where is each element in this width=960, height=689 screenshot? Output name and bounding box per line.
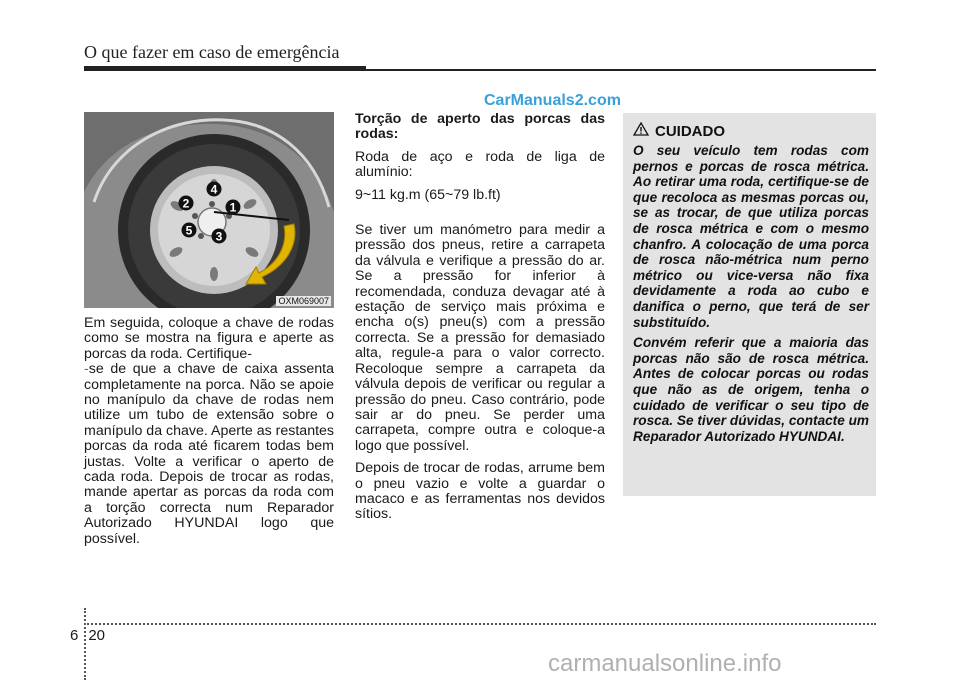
left-column-text xyxy=(84,316,334,554)
middle-column-text xyxy=(355,112,605,530)
tire-pressure-paragraph: Se tiver um manómetro para medir a pressão dos pneus, retire a carrapeta da válvula e verifique a pressão do ar. Se a pressão for inferior à recomendada, conduza devagar até à estação de serviço mais próxima e encha o(s) pneu(s) com a pressão correcta. Se a pressão for demasiado alta, regule-a para o valor correcto. Recoloque sempre a carrapeta da válvula depois de verificar ou regular a pressão do pneu. Caso contrário, pode sair ar do pneu. Se perder uma carrapeta, compre outra e coloque-a logo que possível. xyxy=(355,222,605,454)
caution-paragraph-nonmetric: Convém referir que a maioria das porcas não são de rosca métrica. Antes de colocar porcas ou rodas que não as de origem, tenha o cuidado de verificar o seu tipo de rosca. Se tiver dúvidas, contacte um Reparador Autorizado HYUNDAI. xyxy=(633,335,869,444)
nut-label-4 xyxy=(207,182,222,197)
wheel-figure xyxy=(84,112,334,308)
svg-text:1: 1 xyxy=(229,200,237,215)
footer-divider xyxy=(84,623,876,625)
svg-text:2: 2 xyxy=(182,196,190,211)
svg-text:3: 3 xyxy=(215,229,223,244)
page-header-title: O que fazer em caso de emergência xyxy=(84,42,340,62)
header-rule xyxy=(84,69,876,71)
hyphen-dash: - xyxy=(84,361,89,378)
footer-divider-vertical xyxy=(84,608,86,680)
torque-title: Torção de aperto das porcas das rodas: xyxy=(355,111,605,143)
watermark-top: CarManuals2.com xyxy=(484,92,621,109)
caution-body xyxy=(633,143,869,449)
wrench-instructions-paragraph: Em seguida, coloque a chave de rodas como se mostra na figura e aperte as porcas da roda. Certifique- -se de que a chave de caixa assenta completamente na porca. Não se apoie no manípulo da chave de rodas nem utilize um tubo de extensão sobre o manípulo da chave. Aperte as restantes porcas da roda até ficarem todas bem justas. Volte a verificar o aperto de cada roda. Depois de trocar as rodas, mande apertar as porcas da roda com a torção correcta num Reparador Autorizado HYUNDAI logo que possível. xyxy=(84,315,335,547)
torque-value: 9~11 kg.m (65~79 lb.ft) xyxy=(355,186,501,203)
wheel-nut-labels xyxy=(84,112,334,308)
svg-text:5: 5 xyxy=(185,223,193,238)
wheel-types: Roda de aço e roda de liga de alumínio: xyxy=(355,148,605,181)
chapter-number: 6 xyxy=(70,627,79,644)
figure-code: OXM069007 xyxy=(278,296,329,306)
warning-triangle-icon xyxy=(633,122,655,140)
svg-text:4: 4 xyxy=(210,182,218,197)
nut-label-3 xyxy=(212,229,227,244)
nut-label-5 xyxy=(182,223,197,238)
caution-header xyxy=(633,122,725,140)
caution-box xyxy=(623,113,876,496)
footer-watermark: carmanualsonline.info xyxy=(548,650,782,677)
caution-title: CUIDADO xyxy=(655,123,725,140)
nut-label-1 xyxy=(226,200,241,215)
page-number-value: 20 xyxy=(88,627,106,644)
caution-paragraph-metric: O seu veículo tem rodas com pernos e porcas de rosca métrica. Ao retirar uma roda, certifique-se de que recoloca as mesmas porcas ou, se as trocar, de que utiliza porcas de rosca métrica e com o mesmo chanfro. A colocação de uma porca de rosca não-métrica num perno métrico ou vice-versa não fixa devidamente a roda ao cubo e danifica o perno, que terá de ser substituído. xyxy=(633,143,869,330)
nut-label-2 xyxy=(179,196,194,211)
page-number xyxy=(70,627,105,644)
stow-tools-paragraph: Depois de trocar de rodas, arrume bem o pneu vazio e volte a guardar o macaco e as ferramentas nos devidos sítios. xyxy=(355,460,605,523)
